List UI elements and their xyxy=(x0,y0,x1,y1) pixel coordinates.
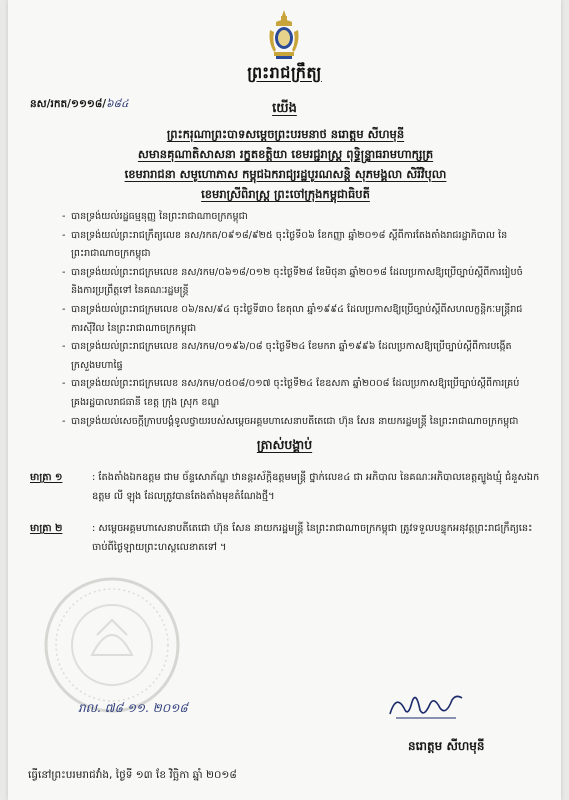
handwritten-signature-icon xyxy=(386,688,466,722)
recital-item: - បានទ្រង់យល់រដ្ឋធម្មនុញ្ញ នៃព្រះរាជាណាចក្រកម្ពុជា xyxy=(62,208,534,227)
we-heading: យើង xyxy=(272,101,297,116)
place-and-date: ធ្វើនៅព្រះបរមរាជវាំង, ថ្ងៃទី ១៣ ខែ វិច្ឆិកា ឆ្នាំ ២០១៨ xyxy=(28,769,237,781)
recital-item: - បានទ្រង់យល់ព្រះរាជក្រមលេខ នស/រកម/០៦១៨/០១២ ចុះថ្ងៃទី២៨ ខែមិថុនា ឆ្នាំ២០១៨ ដែលប្រកាសឱ្យប្រើច្បាប់ស្ដីពីការរៀបចំ និងការប្រព្រឹត្តទៅ នៃគណៈរដ្ឋមន្ត្រី xyxy=(62,264,534,301)
king-title-line-2: សមានគុណាតិសាសនា រក្ខតខត្តិយា ខេមរជ្ជរាស្ត្រ ពុទ្ធិន្ទ្រាធរាមហាក្សត្រ xyxy=(137,147,434,161)
recital-item: - បានទ្រង់យល់ព្រះរាជក្រមលេខ ០៦/នស/៩៤ ចុះថ្ងៃទី៣០ ខែតុលា ឆ្នាំ១៩៩៤ ដែលប្រកាសឱ្យប្រើច្បាប់ស្តីពីសហលក្ខន្តិកៈមន្ត្រីរាជការស៊ីវិល នៃព្រះរាជាណាចក្រកម្ពុជា xyxy=(62,301,534,338)
royal-seal-stamp-icon xyxy=(42,575,182,715)
king-title-line-1: ព្រះករុណាព្រះបាទសម្ដេចព្រះបរមនាថ នរោត្ដម សីហមុនី xyxy=(166,127,405,141)
king-title-line-4: ខេមរាស្រីពិរាស្ត្រ ព្រះចៅក្រុងកម្ពុជាធិបតី xyxy=(201,187,370,201)
recital-item: - បានទ្រង់យល់ព្រះរាជក្រមលេខ នស/រកម/០១៩៦/០៨ ចុះថ្ងៃទី២៤ ខែមករា ឆ្នាំ១៩៩៦ ដែលប្រកាសឱ្យប្រើច្បាប់ស្តីពីការបង្កើតក្រសួងមហាផ្ទៃ xyxy=(62,338,534,375)
document-title: ព្រះរាជក្រឹត្យ xyxy=(247,63,322,82)
article-text: : តែងតាំងឯកឧត្តម ជាម ច័ន្ទសោភ័ណ្ឌ ឋានន្តរស័ក្តិឧត្តមមន្ត្រី ថ្នាក់លេខ៤ ជា អភិបាល នៃគណៈអភិបាលខេត្តត្បូងឃ្មុំ ជំនួសឯកឧត្តម លី ឡុង ដែលត្រូវបានតែងតាំងមុខតំណែងថ្មី។ xyxy=(92,472,540,502)
article-number: មាត្រា ២ xyxy=(30,523,63,534)
king-title-line-3: ខេមរារាជនា សមូហោភាស កម្ពុជឯករាជ្យរដ្ឋបូរណសន្តិ សុភមង្គលា សិរីវិបុលា xyxy=(124,167,447,181)
signer-name: នរោត្តម សីហមុនី xyxy=(408,739,485,753)
article-2 xyxy=(30,519,540,557)
royal-coat-of-arms-icon xyxy=(266,8,302,62)
article-number: មាត្រា ១ xyxy=(30,472,63,483)
reference-printed: នស/រកត/១១១៨/ xyxy=(30,98,107,110)
article-1 xyxy=(30,468,540,506)
decree-page xyxy=(8,0,561,800)
article-text: : សម្តេចអគ្គមហាសេនាបតីតេជោ ហ៊ុន សែន នាយករដ្ឋមន្ត្រី នៃព្រះរាជាណាចក្រកម្ពុជា ត្រូវទទួលបន្ទុកអនុវត្តព្រះរាជក្រឹត្យនេះ ចាប់ពីថ្ងៃឡាយព្រះហស្តលេខាតទៅ ។ xyxy=(92,523,533,553)
recital-item: - បានទ្រង់យល់សេចក្តីក្រាបបង្គំទូលថ្វាយរបស់សម្តេចអគ្គមហាសេនាបតីតេជោ ហ៊ុន សែន នាយករដ្ឋមន្ត្រី នៃព្រះរាជាណាចក្រកម្ពុជា xyxy=(62,413,534,432)
recitals-list xyxy=(62,208,534,431)
decree-heading: ត្រាស់បង្គាប់ xyxy=(256,437,313,452)
reference-handwritten: ៦៨៤ xyxy=(106,98,129,110)
handwritten-date-stamp: រាល. ៧៨ ១១. ២០១៨ xyxy=(78,701,188,715)
recital-item: - បានទ្រង់យល់ព្រះរាជក្រមលេខ នស/រកម/០៥០៨/០១៧ ចុះថ្ងៃទី២៤ ខែឧសភា ឆ្នាំ២០០៨ ដែលប្រកាសឱ្យប្រើច្បាប់ស្តីពីការគ្រប់គ្រងរដ្ឋបាលរាជធានី ខេត្ត ក្រុង ស្រុក ខណ្ឌ xyxy=(62,375,534,412)
recital-item: - បានទ្រង់យល់ព្រះរាជក្រឹត្យលេខ នស/រកត/០៩១៨/៩២៥ ចុះថ្ងៃទី០៦ ខែកញ្ញា ឆ្នាំ២០១៨ ស្តីពីការតែងតាំងរាជរដ្ឋាភិបាល នៃព្រះរាជាណាចក្រកម្ពុជា xyxy=(62,227,534,264)
